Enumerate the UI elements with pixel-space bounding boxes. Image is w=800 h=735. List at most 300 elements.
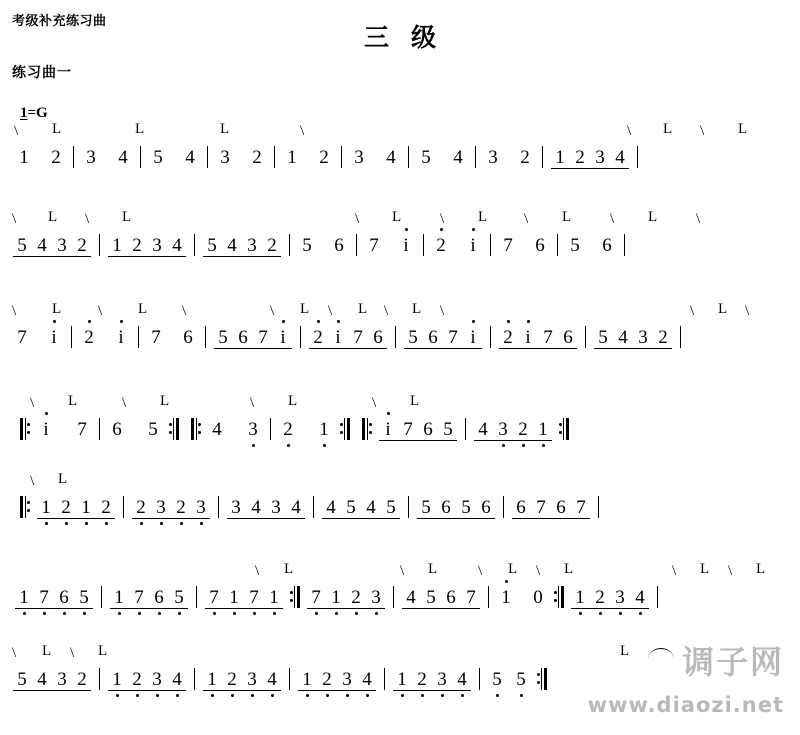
note-high: 2	[498, 326, 518, 350]
note-low: 7	[34, 586, 54, 610]
measure-beamed	[473, 418, 553, 442]
note-high: 2	[79, 326, 99, 350]
barline	[194, 234, 195, 256]
measure-beamed	[131, 496, 211, 520]
page-header-label: 考级补充练习曲	[12, 14, 107, 29]
note-low: 3	[493, 418, 513, 442]
measure	[207, 418, 263, 442]
note: 7	[576, 497, 586, 518]
note-low: 2	[278, 418, 298, 442]
slash-mark-icon: \	[728, 563, 733, 579]
note: 5	[302, 235, 312, 256]
slash-mark-icon: \	[440, 211, 445, 227]
note-high: i	[396, 234, 416, 258]
measure-beamed	[401, 586, 481, 610]
slash-mark-icon: \	[12, 645, 17, 661]
hook-mark-icon: L	[68, 393, 78, 409]
notes-row-5	[14, 496, 606, 520]
key-signature-value: =G	[27, 105, 48, 121]
hook-mark-icon: L	[738, 121, 748, 137]
note-low: 1	[14, 586, 34, 610]
note: 3	[231, 497, 241, 518]
note: 3	[86, 147, 96, 168]
measure	[14, 146, 66, 170]
measure-beamed	[36, 496, 116, 520]
measure-beamed	[416, 496, 496, 520]
note-low: 5	[74, 586, 94, 610]
note: 7	[353, 327, 363, 348]
note: 7	[536, 497, 546, 518]
note: 6	[334, 235, 344, 256]
note: 3	[152, 235, 162, 256]
measure	[36, 418, 92, 442]
note: 4	[453, 147, 463, 168]
notes-row-1	[14, 146, 645, 170]
slash-mark-icon: \	[12, 211, 17, 227]
note-low: 6	[149, 586, 169, 610]
note: 7	[503, 235, 513, 256]
hook-mark-icon: L	[52, 121, 62, 137]
note: 3	[271, 497, 281, 518]
note: 7	[403, 419, 413, 440]
measure-beamed	[392, 668, 472, 692]
barline	[207, 146, 208, 168]
note: 7	[77, 419, 87, 440]
hook-mark-icon: L	[284, 561, 294, 577]
measure-beamed	[498, 326, 578, 350]
slash-mark-icon: \	[14, 123, 19, 139]
note-high: i	[328, 326, 348, 350]
hook-mark-icon: L	[562, 209, 572, 225]
measure	[364, 234, 416, 258]
note: 4	[251, 497, 261, 518]
note-low: 2	[412, 668, 432, 692]
measure	[297, 234, 349, 258]
hook-mark-icon: L	[300, 301, 310, 317]
barline	[313, 496, 314, 518]
note-low: 3	[337, 668, 357, 692]
slash-mark-icon: \	[85, 211, 90, 227]
measure	[416, 146, 468, 170]
notes-row-3	[12, 326, 688, 350]
note: 7	[448, 327, 458, 348]
note-low: 1	[326, 586, 346, 610]
note: 6	[563, 327, 573, 348]
staff-row-4	[0, 393, 800, 476]
note: 6	[556, 497, 566, 518]
note: 2	[267, 235, 277, 256]
slash-mark-icon: \	[627, 123, 632, 139]
note: 3	[57, 669, 67, 690]
barline	[585, 326, 586, 348]
note-low: 1	[314, 418, 334, 442]
note-high: i	[378, 418, 398, 442]
note: 4	[37, 669, 47, 690]
measure	[498, 234, 550, 258]
measure-beamed	[12, 668, 92, 692]
measure-beamed	[593, 326, 673, 350]
note: 3	[488, 147, 498, 168]
barline	[341, 146, 342, 168]
barline	[475, 146, 476, 168]
slash-mark-icon: \	[440, 303, 445, 319]
hook-mark-icon: L	[392, 209, 402, 225]
barline	[680, 326, 681, 348]
barline	[101, 586, 102, 608]
note-low: 2	[56, 496, 76, 520]
note-low: 1	[570, 586, 590, 610]
measure	[487, 668, 531, 692]
barline	[490, 326, 491, 348]
note: 2	[132, 235, 142, 256]
note-low: 2	[171, 496, 191, 520]
note: 4	[478, 419, 488, 440]
barline	[384, 668, 385, 690]
slash-mark-icon: \	[98, 303, 103, 319]
barline	[138, 326, 139, 348]
slash-mark-icon: \	[690, 303, 695, 319]
note: 7	[466, 587, 476, 608]
measure-beamed	[570, 586, 650, 610]
note-low: 4	[452, 668, 472, 692]
note: 4	[366, 497, 376, 518]
note-high: 1	[496, 586, 516, 610]
barline	[657, 586, 658, 608]
note-low: 4	[262, 668, 282, 692]
note: 4	[172, 235, 182, 256]
note: 5	[386, 497, 396, 518]
note-high: i	[518, 326, 538, 350]
note: 5	[218, 327, 228, 348]
hook-mark-icon: L	[508, 561, 518, 577]
slash-mark-icon: \	[478, 563, 483, 579]
note: 4	[37, 235, 47, 256]
note-low: 2	[346, 586, 366, 610]
note: 5	[426, 587, 436, 608]
note-low: 5	[511, 668, 531, 692]
piece-subtitle: 练习曲一	[12, 65, 72, 81]
watermark-url: www.diaozi.net	[587, 693, 784, 717]
notes-row-4	[14, 418, 575, 442]
repeat-end-sign	[290, 586, 300, 608]
note: 2	[252, 147, 262, 168]
note-low: 1	[264, 586, 284, 610]
hook-mark-icon: L	[135, 121, 145, 137]
measure-beamed	[226, 496, 306, 520]
note: 4	[615, 147, 625, 168]
slash-mark-icon: \	[355, 211, 360, 227]
note: 3	[220, 147, 230, 168]
barline	[408, 496, 409, 518]
hook-mark-icon: L	[410, 393, 420, 409]
note: 1	[287, 147, 297, 168]
slash-mark-icon: \	[524, 211, 529, 227]
staff-row-5	[0, 471, 800, 554]
slash-mark-icon: \	[255, 563, 260, 579]
measure-beamed	[403, 326, 483, 350]
note: 3	[638, 327, 648, 348]
measure	[431, 234, 483, 258]
note: 7	[151, 327, 161, 348]
measure-beamed	[12, 234, 92, 258]
note-low: 3	[432, 668, 452, 692]
note-low: 1	[224, 586, 244, 610]
measure-beamed	[297, 668, 377, 692]
note: 1	[112, 235, 122, 256]
key-signature	[20, 105, 48, 122]
barline	[557, 234, 558, 256]
barline	[73, 146, 74, 168]
staff-row-6	[0, 561, 800, 644]
note: 7	[543, 327, 553, 348]
measure-beamed	[378, 418, 458, 442]
note: 6	[428, 327, 438, 348]
note: 5	[421, 497, 431, 518]
note-low: 1	[202, 668, 222, 692]
measure	[81, 146, 133, 170]
note: 6	[238, 327, 248, 348]
note: 6	[423, 419, 433, 440]
note-low: 4	[630, 586, 650, 610]
measure	[565, 234, 617, 258]
hook-mark-icon: L	[48, 209, 58, 225]
barline	[205, 326, 206, 348]
hook-mark-icon: L	[52, 301, 62, 317]
note: 5	[17, 235, 27, 256]
slash-mark-icon: \	[610, 211, 615, 227]
barline	[99, 418, 100, 440]
note-high: i	[44, 326, 64, 350]
note-low: 3	[610, 586, 630, 610]
note-low: 3	[151, 496, 171, 520]
hook-mark-icon: L	[718, 301, 728, 317]
note-high: 2	[308, 326, 328, 350]
note-low: 3	[243, 418, 263, 442]
measure	[79, 326, 131, 350]
slash-mark-icon: \	[672, 563, 677, 579]
measure-beamed	[321, 496, 401, 520]
hook-mark-icon: L	[620, 643, 630, 659]
barline	[490, 234, 491, 256]
note: 4	[185, 147, 195, 168]
measure-beamed	[202, 668, 282, 692]
note: 2	[51, 147, 61, 168]
note-low: 1	[297, 668, 317, 692]
repeat-end-sign	[559, 418, 569, 440]
note-high: i	[463, 326, 483, 350]
note: 4	[118, 147, 128, 168]
slur-arc	[648, 648, 674, 659]
slash-mark-icon: \	[745, 303, 750, 319]
slash-mark-icon: \	[70, 645, 75, 661]
measure-beamed	[107, 234, 187, 258]
note-low: 7	[129, 586, 149, 610]
note-low: 1	[36, 496, 56, 520]
barline	[71, 326, 72, 348]
measure	[282, 146, 334, 170]
hook-mark-icon: L	[756, 561, 766, 577]
note: 2	[77, 669, 87, 690]
slash-mark-icon: \	[30, 473, 35, 489]
barline	[408, 146, 409, 168]
measure-beamed	[511, 496, 591, 520]
measure	[215, 146, 267, 170]
barline	[624, 234, 625, 256]
hook-mark-icon: L	[358, 301, 368, 317]
measure	[12, 326, 64, 350]
note-low: 7	[306, 586, 326, 610]
note-low: 3	[366, 586, 386, 610]
barline	[393, 586, 394, 608]
slash-mark-icon: \	[12, 303, 17, 319]
barline	[274, 146, 275, 168]
hook-mark-icon: L	[58, 471, 68, 487]
note: 3	[57, 235, 67, 256]
note: 5	[461, 497, 471, 518]
measure	[107, 418, 163, 442]
note: 5	[421, 147, 431, 168]
note: 5	[17, 669, 27, 690]
note-low: 7	[204, 586, 224, 610]
hook-mark-icon: L	[288, 393, 298, 409]
hook-mark-icon: L	[564, 561, 574, 577]
hook-mark-icon: L	[138, 301, 148, 317]
note: 4	[227, 235, 237, 256]
barline	[196, 586, 197, 608]
hook-mark-icon: L	[648, 209, 658, 225]
note: 5	[598, 327, 608, 348]
note: 4	[212, 419, 222, 440]
staff-row-1	[0, 121, 800, 204]
barline	[289, 668, 290, 690]
hook-mark-icon: L	[220, 121, 230, 137]
slash-mark-icon: \	[700, 123, 705, 139]
note-low: 6	[54, 586, 74, 610]
note: 6	[446, 587, 456, 608]
note: 5	[443, 419, 453, 440]
note: 1	[19, 147, 29, 168]
note-low: 2	[317, 668, 337, 692]
note: 4	[618, 327, 628, 348]
repeat-start-sign	[20, 496, 30, 518]
repeat-end-sign	[537, 668, 547, 690]
note: 2	[575, 147, 585, 168]
note: 7	[258, 327, 268, 348]
note-low: 2	[127, 668, 147, 692]
barline	[194, 668, 195, 690]
note: 1	[555, 147, 565, 168]
barline	[503, 496, 504, 518]
barline	[598, 496, 599, 518]
note-low: 1	[109, 586, 129, 610]
watermark-logo: 调子网	[681, 643, 784, 681]
measure-beamed	[202, 234, 282, 258]
barline	[99, 234, 100, 256]
repeat-end-sign	[169, 418, 179, 440]
note-low: 5	[487, 668, 507, 692]
hook-mark-icon: L	[663, 121, 673, 137]
note: 4	[291, 497, 301, 518]
note: 6	[602, 235, 612, 256]
note-low: 2	[590, 586, 610, 610]
hook-mark-icon: L	[478, 209, 488, 225]
slash-mark-icon: \	[400, 563, 405, 579]
slash-mark-icon: \	[122, 395, 127, 411]
note-low: 2	[96, 496, 116, 520]
note: 2	[658, 327, 668, 348]
barline	[123, 496, 124, 518]
note: 3	[354, 147, 364, 168]
note-low: 4	[357, 668, 377, 692]
barline	[465, 418, 466, 440]
hook-mark-icon: L	[412, 301, 422, 317]
note: 4	[386, 147, 396, 168]
note: 6	[516, 497, 526, 518]
repeat-start-sign	[362, 418, 372, 440]
note: 6	[441, 497, 451, 518]
note-low: 1	[392, 668, 412, 692]
slash-mark-icon: \	[372, 395, 377, 411]
barline	[423, 234, 424, 256]
measure	[483, 146, 535, 170]
note: 5	[153, 147, 163, 168]
note: 5	[408, 327, 418, 348]
note-low: 3	[147, 668, 167, 692]
barline	[395, 326, 396, 348]
note: 6	[112, 419, 122, 440]
measure-beamed	[109, 586, 189, 610]
measure-beamed	[213, 326, 293, 350]
measure	[496, 586, 548, 610]
notes-row-6	[14, 586, 665, 610]
repeat-start-sign	[20, 418, 30, 440]
note: 6	[535, 235, 545, 256]
barline	[140, 146, 141, 168]
note-high: i	[463, 234, 483, 258]
measure-beamed	[308, 326, 388, 350]
slash-mark-icon: \	[384, 303, 389, 319]
note-high: 2	[431, 234, 451, 258]
note-low: 1	[107, 668, 127, 692]
note-low: 2	[131, 496, 151, 520]
note: 7	[17, 327, 27, 348]
measure-beamed	[550, 146, 630, 170]
barline	[270, 418, 271, 440]
barline	[542, 146, 543, 168]
note-high: i	[273, 326, 293, 350]
slash-mark-icon: \	[300, 123, 305, 139]
note: 5	[346, 497, 356, 518]
note: 5	[207, 235, 217, 256]
hook-mark-icon: L	[428, 561, 438, 577]
slash-mark-icon: \	[250, 395, 255, 411]
hook-mark-icon: L	[700, 561, 710, 577]
measure	[349, 146, 401, 170]
barline	[218, 496, 219, 518]
note-low: 2	[222, 668, 242, 692]
note-low: 1	[533, 418, 553, 442]
note: 3	[247, 235, 257, 256]
notes-row-7	[12, 668, 553, 692]
note-low: 5	[169, 586, 189, 610]
note: 2	[77, 235, 87, 256]
note-low: 3	[191, 496, 211, 520]
measure-beamed	[107, 668, 187, 692]
slash-mark-icon: \	[536, 563, 541, 579]
rest: 0	[533, 587, 543, 608]
note: 6	[183, 327, 193, 348]
slash-mark-icon: \	[696, 211, 701, 227]
